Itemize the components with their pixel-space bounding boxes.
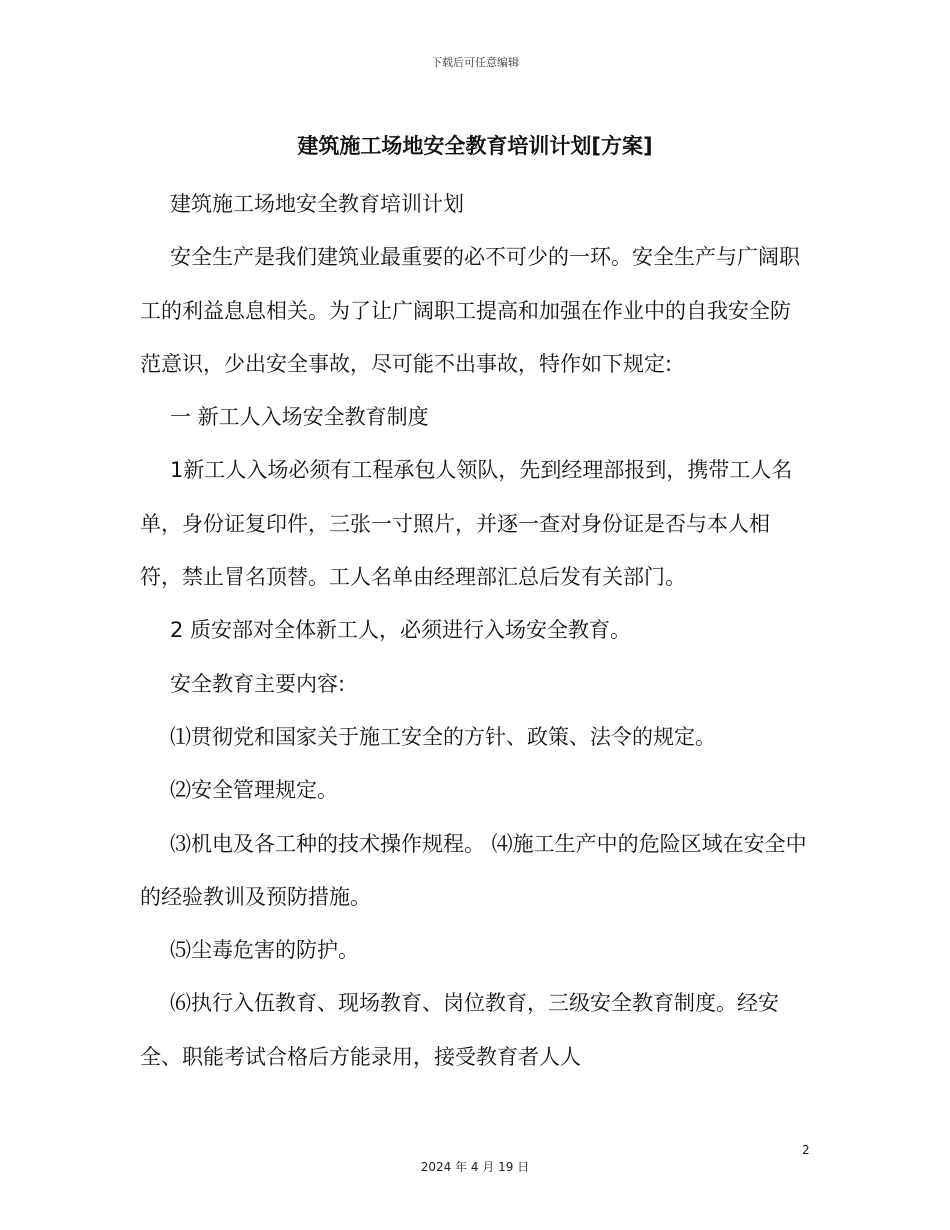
document-title: 建筑施工场地安全教育培训计划[方案] <box>297 134 653 158</box>
list-item: ⑹执行入伍教育、现场教育、岗位教育，三级安全教育制度。经安全、职能考试合格后方能录用，接受教育者人人 <box>140 991 779 1069</box>
section-heading: 一 新工人入场安全教育制度 <box>170 405 429 430</box>
body-paragraph-content-heading: 安全教育主要内容: <box>170 671 346 696</box>
body-paragraph-intro: 安全生产是我们建筑业最重要的必不可少的一环。安全生产与广阔职工的利益息息相关。为了让广阔职工提高和加强在作业中的自我安全防范意识，少出安全事故，尽可能不出事故，特作如下规定: <box>140 245 800 376</box>
header-note: 下载后可任意编辑 <box>431 56 519 69</box>
page-number: 2 <box>802 1143 810 1157</box>
footer-date: 2024 年 4 月 19 日 <box>420 1160 530 1174</box>
list-item: ⑸尘毒危害的防护。 <box>170 938 359 963</box>
body-paragraph-item-1: 1新工人入场必须有工程承包人领队，先到经理部报到，携带工人名单，身份证复印件，三张一寸照片，并逐一查对身份证是否与本人相符，禁止冒名顶替。工人名单由经理部汇总后发有关部门。 <box>140 458 793 590</box>
list-item: ⑵安全管理规定。 <box>170 778 338 803</box>
body-paragraph-subtitle: 建筑施工场地安全教育培训计划 <box>170 192 464 216</box>
list-item: ⑴贯彻党和国家关于施工安全的方针、政策、法令的规定。 <box>170 724 716 749</box>
document-body <box>140 178 810 1084</box>
body-paragraph-item-2: 2 质安部对全体新工人，必须进行入场安全教育。 <box>170 618 632 643</box>
list-item: ⑶机电及各工种的技术操作规程。 ⑷施工生产中的危险区域在安全中的经验教训及预防措施。 <box>140 831 807 909</box>
